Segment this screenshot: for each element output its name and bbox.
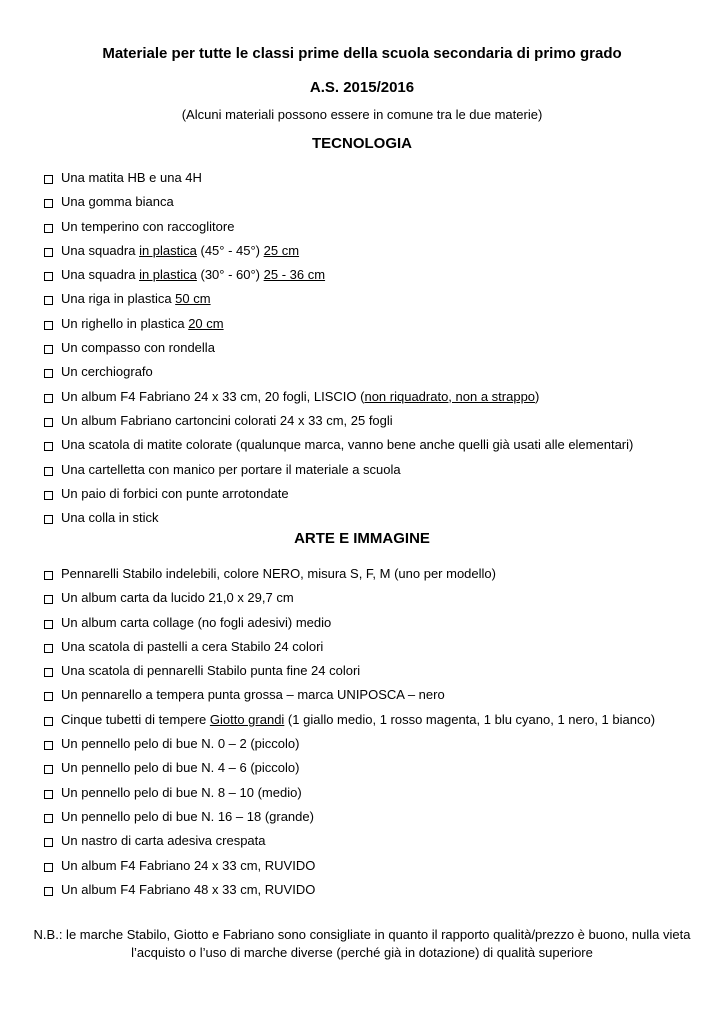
item-text: Una scatola di pastelli a cera Stabilo 24 colori [61,638,324,654]
checkbox-icon [44,272,53,281]
underlined-text: in plastica [139,242,197,258]
checklist-item-label [61,685,445,705]
item-text: Un album F4 Fabriano 24 x 33 cm, RUVIDO [61,857,316,873]
checkbox-icon [44,668,53,677]
checklist-item [44,685,714,709]
item-text: Un compasso con rondella [61,340,215,356]
checklist-item-label [61,484,289,504]
item-text: (1 giallo medio, 1 rosso magenta, 1 blu cyano, 1 nero, 1 bianco) [284,711,656,727]
item-text: Un nastro di carta adesiva crespata [61,833,266,849]
checklist-item [44,460,714,484]
checkbox-icon [44,248,53,257]
item-text: Una scatola di matite colorate (qualunque marca, vanno bene anche quelli già usati alle elementari) [61,437,634,453]
checkbox-icon [44,369,53,378]
checklist-item [44,758,714,782]
checklist-item-label [61,435,633,455]
checklist-item-label [61,637,323,657]
checklist-item-label [61,734,299,754]
checklist-item-label [61,314,224,334]
item-text: Un album carta collage (no fogli adesivi) medio [61,614,332,630]
checklist-item [44,710,714,734]
checklist-item-label [61,168,202,188]
checkbox-icon [44,442,53,451]
checklist-item-label [61,807,314,827]
checklist-item-label [61,387,539,407]
checklist-item-label [61,241,299,261]
checkbox-icon [44,644,53,653]
checklist-item [44,362,714,386]
checklist-item-label [61,783,302,803]
checklist-item [44,241,714,265]
item-text: ) [535,388,540,404]
item-text: Un album carta da lucido 21,0 x 29,7 cm [61,590,294,606]
underlined-text: 50 cm [175,291,211,307]
section-heading-arte: ARTE E IMMAGINE [294,530,430,547]
item-text: Una squadra [61,242,140,258]
checklist-item [44,217,714,241]
checklist-item [44,435,714,459]
checklist-item [44,588,714,612]
item-text: Un album F4 Fabriano 24 x 33 cm, 20 fogli, LISCIO ( [61,388,365,404]
item-text: Un pennello pelo di bue N. 4 – 6 (piccolo) [61,760,300,776]
item-text: Una riga in plastica [61,291,176,307]
checklist-item [44,880,714,904]
item-text: Una cartelletta con manico per portare il materiale a scuola [61,461,401,477]
item-text: Una matita HB e una 4H [61,170,202,185]
checkbox-icon [44,692,53,701]
checkbox-icon [44,515,53,524]
checklist-item [44,613,714,637]
underlined-text: non riquadrato, non a strappo [364,388,536,404]
checkbox-icon [44,620,53,629]
checklist-item-label [61,564,496,584]
checklist-item-label [61,880,315,900]
checklist-arte [44,564,714,904]
checklist-item [44,564,714,588]
item-text: Un pennello pelo di bue N. 0 – 2 (piccolo) [61,736,300,752]
checkbox-icon [44,224,53,233]
underlined-text: 20 cm [188,315,224,331]
checklist-item-label [61,289,211,309]
checklist-item [44,508,714,532]
item-text: Un paio di forbici con punte arrotondate [61,485,289,501]
checkbox-icon [44,741,53,750]
section-heading-tecnologia: TECNOLOGIA [312,135,412,152]
checkbox-icon [44,863,53,872]
document-title: Materiale per tutte le classi prime della scuola secondaria di primo grado [102,45,622,62]
item-text: Cinque tubetti di tempere [61,711,210,727]
underlined-text: in plastica [139,267,197,283]
item-text: Un album Fabriano cartoncini colorati 24 x 33 cm, 25 fogli [61,412,393,428]
underlined-text: 25 - 36 cm [263,267,326,283]
item-text: Una scatola di pennarelli Stabilo punta fine 24 colori [61,663,361,679]
checklist-item-label [61,338,215,358]
checklist-item-label [61,758,299,778]
checkbox-icon [44,814,53,823]
checklist-item-label [61,710,655,730]
checklist-item [44,192,714,216]
checklist-item [44,831,714,855]
checklist-item [44,783,714,807]
checkbox-icon [44,765,53,774]
checklist-item-label [61,362,153,382]
document-subtitle: (Alcuni materiali possono essere in comune tra le due materie) [181,107,543,122]
item-text: Un cerchiografo [61,364,153,380]
checkbox-icon [44,321,53,330]
item-text: Un pennello pelo di bue N. 16 – 18 (grande) [61,808,314,824]
checklist-item [44,484,714,508]
checkbox-icon [44,394,53,403]
checklist-item-label [61,460,401,480]
checklist-item [44,168,714,192]
checklist-item-label [61,588,294,608]
checklist-item [44,637,714,661]
checklist-item [44,387,714,411]
checklist-item [44,289,714,313]
item-text: Una squadra [61,267,140,283]
item-text: Una colla in stick [61,510,159,526]
checklist-item-label [61,192,174,212]
checklist-item-label [61,265,325,285]
checkbox-icon [44,838,53,847]
checklist-item [44,856,714,880]
checklist-item [44,661,714,685]
item-text: Un pennello pelo di bue N. 8 – 10 (medio) [61,784,302,800]
underlined-text: 25 cm [263,242,300,258]
checkbox-icon [44,571,53,580]
item-text: Un righello in plastica [61,315,189,331]
footnote: N.B.: le marche Stabilo, Giotto e Fabriano sono consigliate in quanto il rapporto qualità/prezzo è buono, nulla vieta l’acquisto o l’uso di marche diverse (perché già in dotazione) di qualità superiore [33,927,691,960]
checklist-tecnologia [44,168,714,532]
checkbox-icon [44,790,53,799]
checkbox-icon [44,717,53,726]
checklist-item [44,807,714,831]
underlined-text: Giotto grandi [209,711,285,727]
item-text: Un album F4 Fabriano 48 x 33 cm, RUVIDO [61,881,316,897]
checklist-item-label [61,411,393,431]
checklist-item-label [61,856,315,876]
checklist-item-label [61,831,266,851]
item-text: (30° - 60°) [196,267,264,283]
checkbox-icon [44,467,53,476]
checkbox-icon [44,345,53,354]
checklist-item-label [61,217,234,237]
checkbox-icon [44,887,53,896]
item-text: Pennarelli Stabilo indelebili, colore NERO, misura S, F, M (uno per modello) [61,566,496,581]
item-text: Una gomma bianca [61,194,174,210]
checklist-item [44,265,714,289]
checkbox-icon [44,595,53,604]
item-text: Un temperino con raccoglitore [61,218,235,234]
checkbox-icon [44,199,53,208]
checklist-item [44,411,714,435]
checkbox-icon [44,175,53,184]
checklist-item [44,314,714,338]
item-text: (45° - 45°) [196,242,264,258]
checklist-item-label [61,613,331,633]
checklist-item [44,734,714,758]
checkbox-icon [44,296,53,305]
checkbox-icon [44,418,53,427]
checklist-item-label [61,508,159,528]
school-year: A.S. 2015/2016 [309,79,415,96]
item-text: Un pennarello a tempera punta grossa – marca UNIPOSCA – nero [61,687,445,703]
checkbox-icon [44,491,53,500]
checklist-item [44,338,714,362]
checklist-item-label [61,661,360,681]
